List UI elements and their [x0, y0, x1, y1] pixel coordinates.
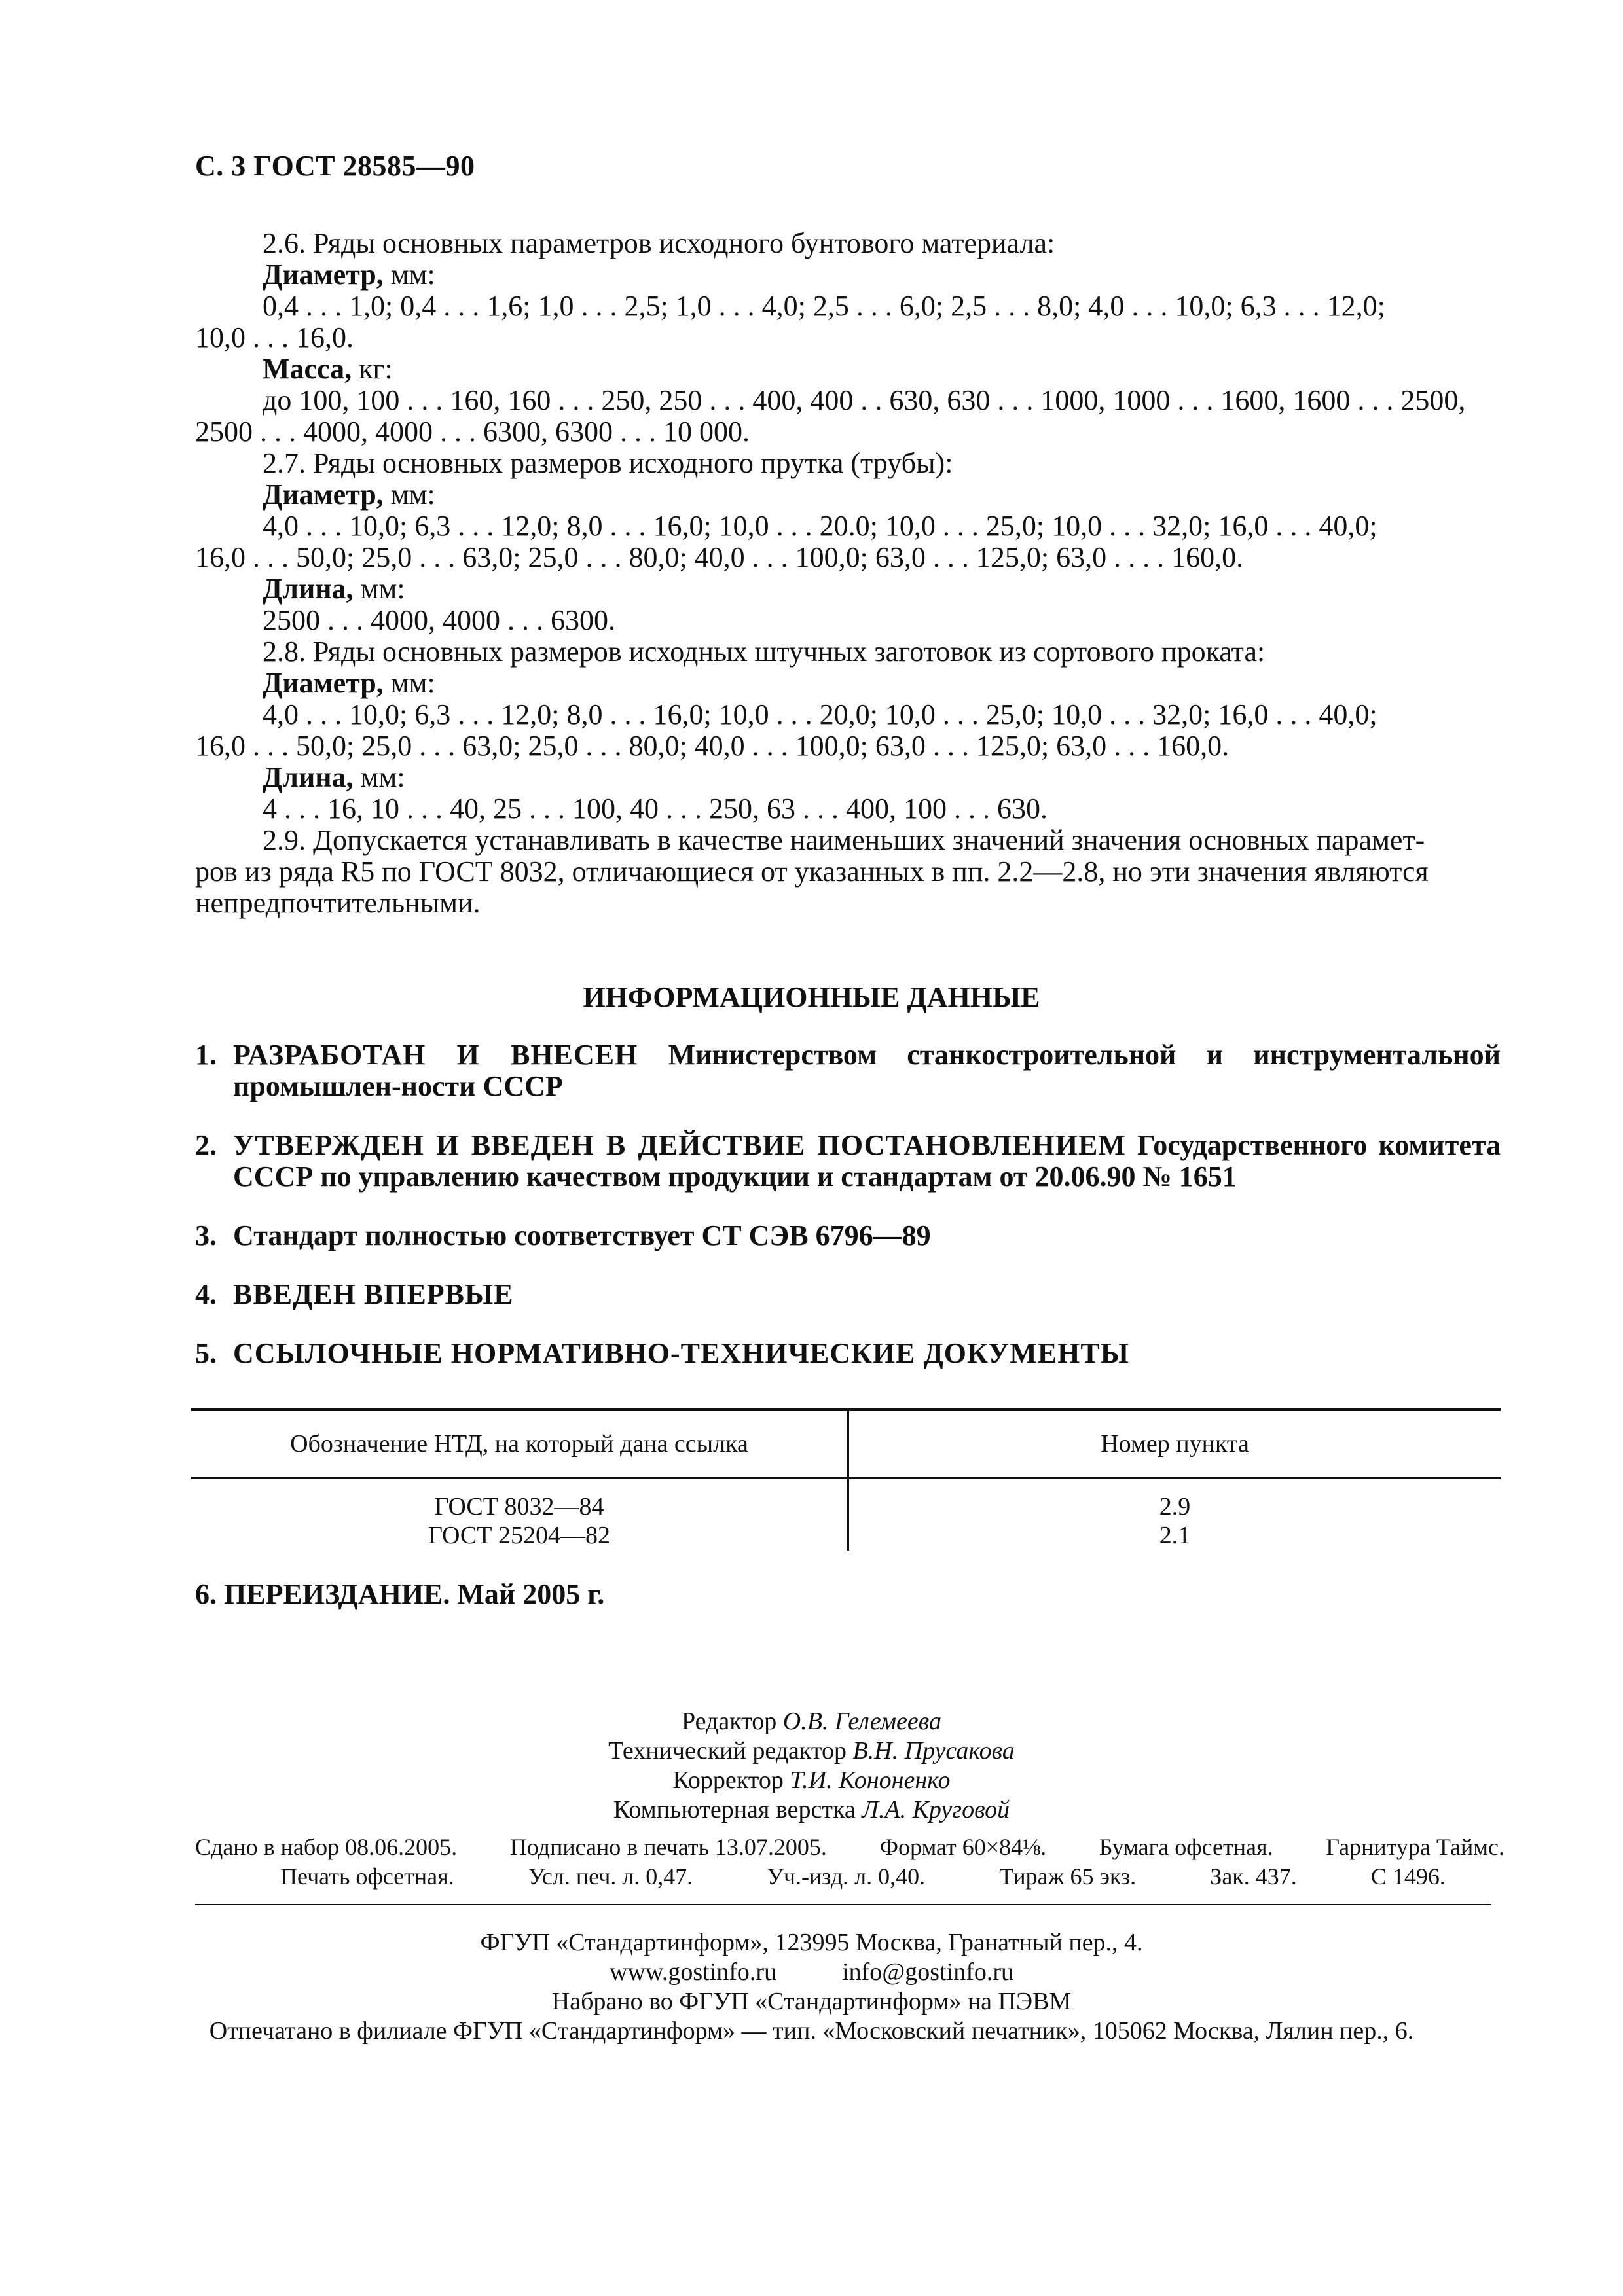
- info-item-caps: РАЗРАБОТАН И ВНЕСЕН: [233, 1039, 638, 1071]
- info-item-text: [233, 1338, 1501, 1369]
- reissue-date: Май 2005 г.: [450, 1578, 605, 1610]
- publisher-contacts: [0, 1958, 1623, 1987]
- reissue-caps: ПЕРЕИЗДАНИЕ.: [224, 1578, 450, 1610]
- publisher-typeset: Набрано во ФГУП «Стандартинформ» на ПЭВМ: [551, 1988, 1072, 2015]
- page-header: С. 3 ГОСТ 28585—90: [195, 150, 475, 182]
- paragraph-line: 4 . . . 16, 10 . . . 40, 25 . . . 100, 40 . . . 250, 63 . . . 400, 100 . . . 630.: [263, 793, 1048, 825]
- parameter-label: [195, 479, 1501, 511]
- ref-document: ГОСТ 8032—84: [434, 1493, 604, 1520]
- parameter-label: [195, 762, 1501, 793]
- paragraph-continuation: непредпочтительными.: [195, 887, 481, 919]
- imprint-block: [195, 1833, 1504, 1892]
- info-item-rest: Государственного комитета СССР по управлению качеством продукции и стандартам от 20.06.90 № 1651: [233, 1129, 1501, 1193]
- info-item-text: [233, 1279, 1501, 1310]
- imprint-row: Сдано в набор 08.06.2005. Подписано в печать 13.07.2005. Формат 60×84⅛. Бумага офсетная. Гарнитура Таймс.: [195, 1834, 1504, 1860]
- parameter-label: [195, 668, 1501, 699]
- parameter-label: [195, 573, 1501, 605]
- info-item-text: [233, 1220, 1501, 1251]
- parameter-name: Диаметр,: [263, 259, 384, 291]
- info-item-caps: ССЫЛОЧНЫЕ НОРМАТИВНО-ТЕХНИЧЕСКИЕ ДОКУМЕНТЫ: [233, 1337, 1129, 1369]
- parameter-unit: мм:: [383, 667, 435, 699]
- paragraph-line: 2.6. Ряды основных параметров исходного бунтового материала:: [263, 227, 1055, 259]
- parameter-unit: мм:: [383, 478, 435, 511]
- publisher-block: [0, 1928, 1623, 2046]
- parameter-unit: мм:: [353, 573, 405, 605]
- ref-document: ГОСТ 25204—82: [428, 1522, 610, 1549]
- paragraph-continuation: 2500 . . . 4000, 4000 . . . 6300, 6300 . . . 10 000.: [195, 416, 750, 448]
- info-item-caps: ВВЕДЕН ВПЕРВЫЕ: [233, 1278, 514, 1310]
- editor-line: Технический редактор В.Н. Прусакова: [608, 1737, 1015, 1765]
- info-item-rest: Министерством станкостроительной и инструментальной промышлен-ности СССР: [233, 1039, 1501, 1102]
- info-item-number: 5.: [195, 1337, 217, 1369]
- info-item-number: 1.: [195, 1039, 217, 1071]
- ref-clause: 2.9: [1159, 1493, 1191, 1520]
- table-cell-document: [191, 1478, 848, 1551]
- parameter-name: Длина,: [263, 573, 354, 605]
- publisher-site[interactable]: www.gostinfo.ru: [610, 1958, 777, 1986]
- parameter-name: Диаметр,: [263, 478, 384, 511]
- table-header-cell: Номер пункта: [848, 1410, 1501, 1478]
- info-item-rest: Стандарт полностью соответствует СТ СЭВ 6796—89: [233, 1219, 931, 1251]
- paragraph-continuation: 16,0 . . . 50,0; 25,0 . . . 63,0; 25,0 . . . 80,0; 40,0 . . . 100,0; 63,0 . . . 125,0; 63,0 . . . 160,0.: [195, 730, 1230, 762]
- publisher-printed: Отпечатано в филиале ФГУП «Стандартинформ» — тип. «Московский печатник», 105062 Москва, Лялин пер., 6.: [209, 2017, 1414, 2045]
- paragraph-continuation: 16,0 . . . 50,0; 25,0 . . . 63,0; 25,0 . . . 80,0; 40,0 . . . 100,0; 63,0 . . . 125,0; 63,0 . . . . 160,0.: [195, 541, 1244, 573]
- references-table: [191, 1408, 1501, 1551]
- paragraph-continuation: ров из ряда R5 по ГОСТ 8032, отличающиеся от указанных в пп. 2.2—2.8, но эти значения являются: [195, 855, 1429, 888]
- info-item: [195, 1039, 1501, 1102]
- info-item: [195, 1220, 1501, 1251]
- info-item: [195, 1130, 1501, 1193]
- info-item-text: [233, 1039, 1501, 1102]
- parameter-name: Диаметр,: [263, 667, 384, 699]
- info-title: ИНФОРМАЦИОННЫЕ ДАННЫЕ: [583, 981, 1040, 1013]
- paragraph-line: 2.9. Допускается устанавливать в качестве наименьших значений значения основных парамет-: [263, 824, 1425, 856]
- paragraph-line: 2.8. Ряды основных размеров исходных штучных заготовок из сортового проката:: [263, 636, 1266, 668]
- parameter-label: [195, 259, 1501, 291]
- info-item-caps: УТВЕРЖДЕН И ВВЕДЕН В ДЕЙСТВИЕ ПОСТАНОВЛЕНИЕМ: [233, 1129, 1126, 1161]
- imprint-divider: [195, 1904, 1491, 1905]
- info-item-number: 3.: [195, 1219, 217, 1251]
- reissue-note: [195, 1577, 604, 1611]
- parameter-unit: мм:: [353, 761, 405, 793]
- parameter-unit: мм:: [383, 259, 435, 291]
- info-item-text: [233, 1130, 1501, 1193]
- editor-line: Редактор О.В. Гелемеева: [682, 1708, 941, 1735]
- reissue-number: 6.: [195, 1578, 217, 1610]
- parameter-unit: кг:: [352, 353, 393, 385]
- table-row: [191, 1478, 1501, 1551]
- publisher-address: ФГУП «Стандартинформ», 123995 Москва, Гранатный пер., 4.: [480, 1929, 1143, 1956]
- paragraph-line: 2500 . . . 4000, 4000 . . . 6300.: [263, 604, 615, 636]
- info-item: [195, 1279, 1501, 1310]
- editor-line: Корректор Т.И. Кононенко: [672, 1767, 951, 1794]
- paragraph-line: 4,0 . . . 10,0; 6,3 . . . 12,0; 8,0 . . . 16,0; 10,0 . . . 20.0; 10,0 . . . 25,0; 10,0 . . . 32,0; 16,0 . . . 40,0;: [263, 510, 1377, 542]
- paragraph-line: 4,0 . . . 10,0; 6,3 . . . 12,0; 8,0 . . . 16,0; 10,0 . . . 20,0; 10,0 . . . 25,0; 10,0 . . . 32,0; 16,0 . . . 40,0;: [263, 698, 1377, 730]
- paragraph-line: до 100, 100 . . . 160, 160 . . . 250, 250 . . . 400, 400 . . 630, 630 . . . 1000, 1000 . . . 1600, 1600 . . . 2500,: [263, 384, 1466, 416]
- editors-block: [0, 1707, 1623, 1825]
- imprint-row: Печать офсетная. Усл. печ. л. 0,47. Уч.-изд. л. 0,40. Тираж 65 экз. Зак. 437. С 1496.: [280, 1863, 1446, 1890]
- paragraph-line: 0,4 . . . 1,0; 0,4 . . . 1,6; 1,0 . . . 2,5; 1,0 . . . 4,0; 2,5 . . . 6,0; 2,5 . . . 8,0; 4,0 . . . 10,0; 6,3 . . . 12,0;: [263, 290, 1385, 322]
- paragraph-line: 2.7. Ряды основных размеров исходного прутка (трубы):: [263, 447, 953, 479]
- parameter-label: [195, 353, 1501, 385]
- info-item-number: 4.: [195, 1278, 217, 1310]
- table-header-row: [191, 1410, 1501, 1478]
- table-cell-clause: [848, 1478, 1501, 1551]
- body-text: [195, 228, 1501, 919]
- info-list: [195, 1039, 1501, 1397]
- parameter-name: Масса,: [263, 353, 352, 385]
- editor-line: Компьютерная верстка Л.А. Круговой: [613, 1796, 1010, 1823]
- paragraph-continuation: 10,0 . . . 16,0.: [195, 321, 354, 353]
- info-item-number: 2.: [195, 1129, 217, 1161]
- info-item: [195, 1338, 1501, 1369]
- ref-clause: 2.1: [1159, 1522, 1191, 1549]
- parameter-name: Длина,: [263, 761, 354, 793]
- table-header-cell: Обозначение НТД, на который дана ссылка: [191, 1410, 848, 1478]
- publisher-email[interactable]: info@gostinfo.ru: [842, 1958, 1013, 1986]
